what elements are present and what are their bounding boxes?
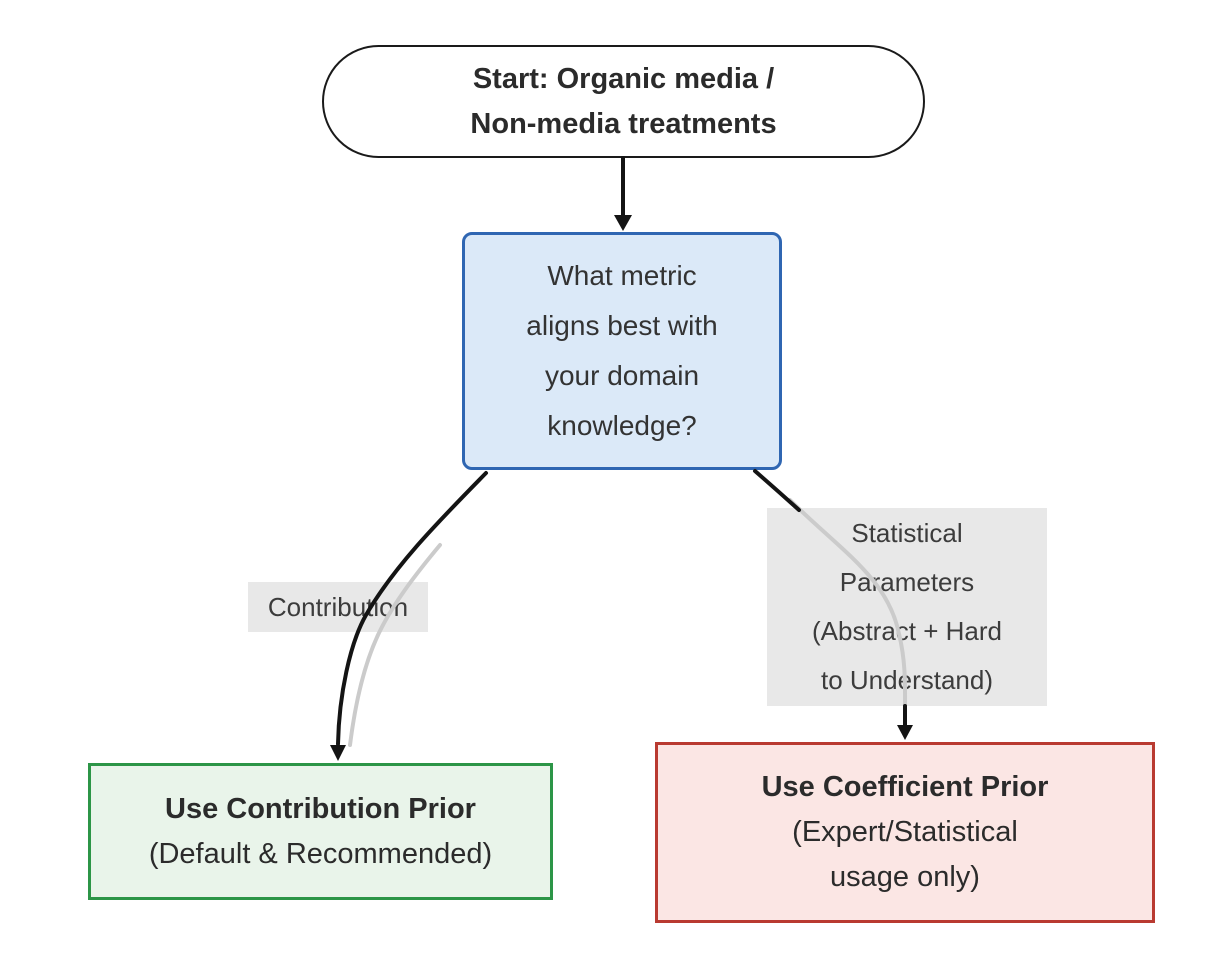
edge-label-statistical-line-1: Statistical: [851, 518, 963, 548]
node-contribution-prior-title: Use Contribution Prior: [165, 792, 476, 825]
node-coefficient-prior-subtitle-2: usage only): [830, 861, 980, 893]
edge-label-statistical-line-4: to Understand): [821, 665, 993, 695]
node-coefficient-prior: [655, 742, 1155, 923]
edge-label-statistical-parameters: [767, 508, 1047, 706]
edge-label-contribution: [248, 582, 428, 632]
node-question: [462, 232, 782, 470]
edge-question-to-contribution-arrowhead: [330, 745, 346, 761]
node-contribution-prior-subtitle: (Default & Recommended): [148, 837, 493, 870]
node-question-line-1: What metric: [547, 260, 697, 291]
edge-question-to-coefficient-upper: [755, 471, 799, 510]
edge-question-to-contribution-underlay: [350, 545, 440, 745]
node-contribution-prior: [88, 763, 553, 900]
edge-start-to-question-arrowhead: [614, 215, 632, 231]
edge-question-to-coefficient-arrowhead: [897, 725, 913, 740]
edge-label-statistical-line-2: Parameters: [839, 567, 975, 597]
node-question-line-2: aligns best with: [526, 310, 718, 341]
node-question-line-4: knowledge?: [547, 410, 697, 441]
node-coefficient-prior-subtitle-1: (Expert/Statistical: [792, 816, 1018, 848]
node-start-line-2: Non-media treatments: [470, 107, 777, 140]
edge-label-statistical-line-3: (Abstract + Hard: [811, 616, 1002, 646]
node-coefficient-prior-title: Use Coefficient Prior: [761, 771, 1049, 803]
node-start-line-1: Start: Organic media /: [472, 62, 775, 95]
edge-label-contribution-line-1: Contribution: [267, 592, 409, 622]
node-question-line-3: your domain: [544, 360, 700, 391]
node-start: [322, 45, 925, 158]
